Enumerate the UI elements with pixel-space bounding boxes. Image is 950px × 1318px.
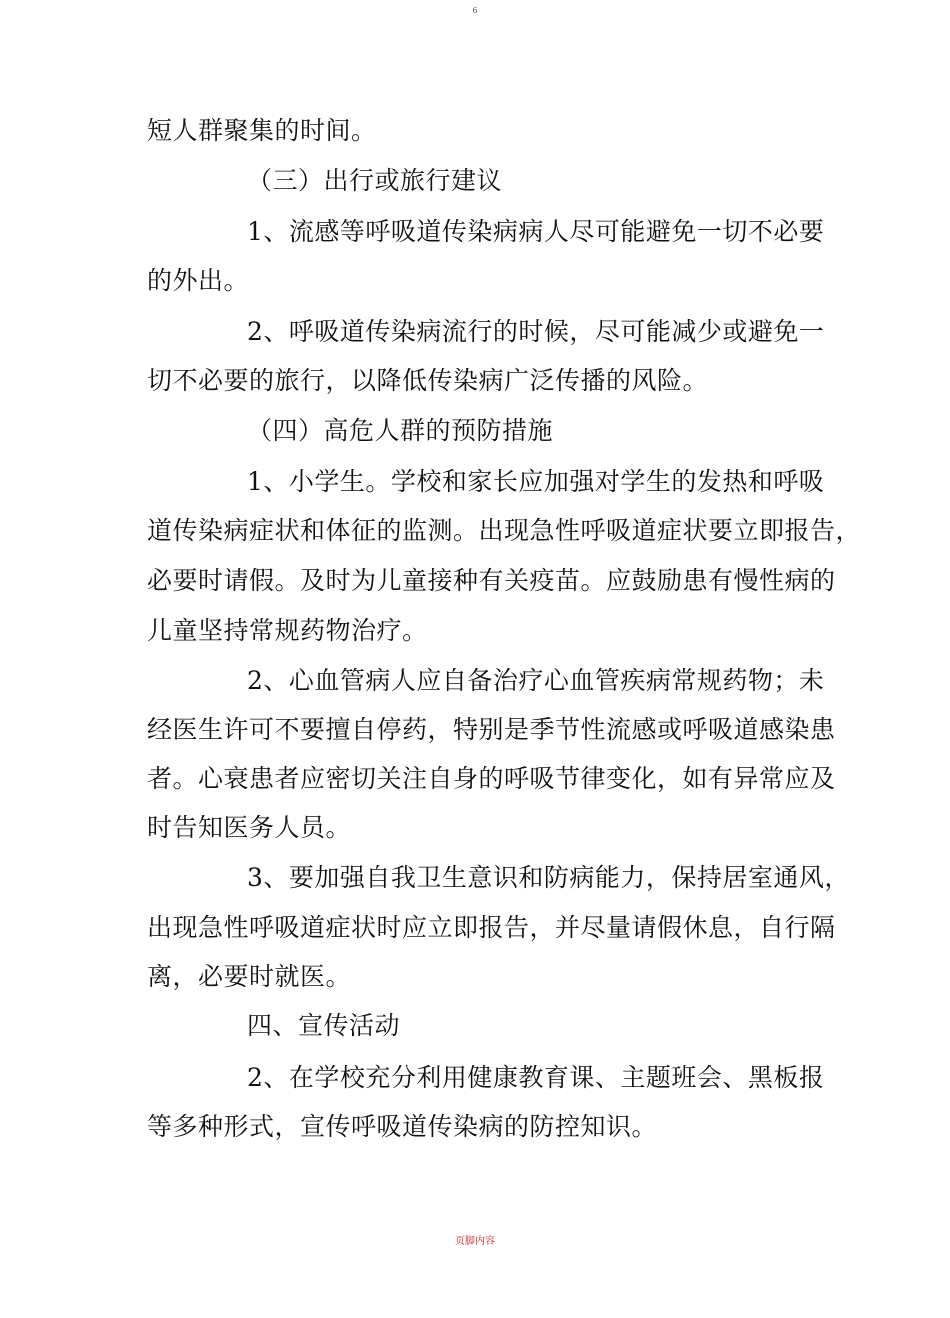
paragraph-line: 必要时请假。及时为儿童接种有关疫苗。应鼓励患有慢性病的 [147,566,836,595]
paragraph-line: 经医生许可不要擅自停药，特别是季节性流感或呼吸道感染患 [147,715,836,744]
paragraph-line: 的外出。 [147,266,250,295]
section-heading-high-risk: （四）高危人群的预防措施 [247,416,554,445]
paragraph-line: 时告知医务人员。 [147,813,352,842]
paragraph-line: 1、流感等呼吸道传染病病人尽可能避免一切不必要 [247,217,825,246]
paragraph-line: 2、心血管病人应自备治疗心血管疾病常规药物；未 [247,666,825,695]
paragraph-line: 2、在学校充分利用健康教育课、主题班会、黑板报 [247,1063,825,1092]
page-footer: 页脚内容 [455,1236,495,1247]
page-header-mark: 6 [472,6,478,15]
section-heading-travel: （三）出行或旅行建议 [247,166,503,195]
paragraph-line: 离，必要时就医。 [147,962,352,991]
paragraph-line: 道传染病症状和体征的监测。出现急性呼吸道症状要立即报告， [147,516,862,545]
paragraph-line: 出现急性呼吸道症状时应立即报告，并尽量请假休息，自行隔 [147,913,836,942]
paragraph-line: 儿童坚持常规药物治疗。 [147,616,428,645]
paragraph-line: 者。心衰患者应密切关注自身的呼吸节律变化，如有异常应及 [147,764,836,793]
paragraph-line: 短人群聚集的时间。 [147,116,377,145]
paragraph-line: 2、呼吸道传染病流行的时候，尽可能减少或避免一 [247,317,825,346]
paragraph-line: 3、要加强自我卫生意识和防病能力，保持居室通风， [247,863,850,892]
paragraph-line: 等多种形式，宣传呼吸道传染病的防控知识。 [147,1112,658,1141]
paragraph-line: 切不必要的旅行，以降低传染病广泛传播的风险。 [147,366,709,395]
paragraph-line: 1、小学生。学校和家长应加强对学生的发热和呼吸 [247,467,825,496]
section-heading-publicity: 四、宣传活动 [247,1011,401,1040]
